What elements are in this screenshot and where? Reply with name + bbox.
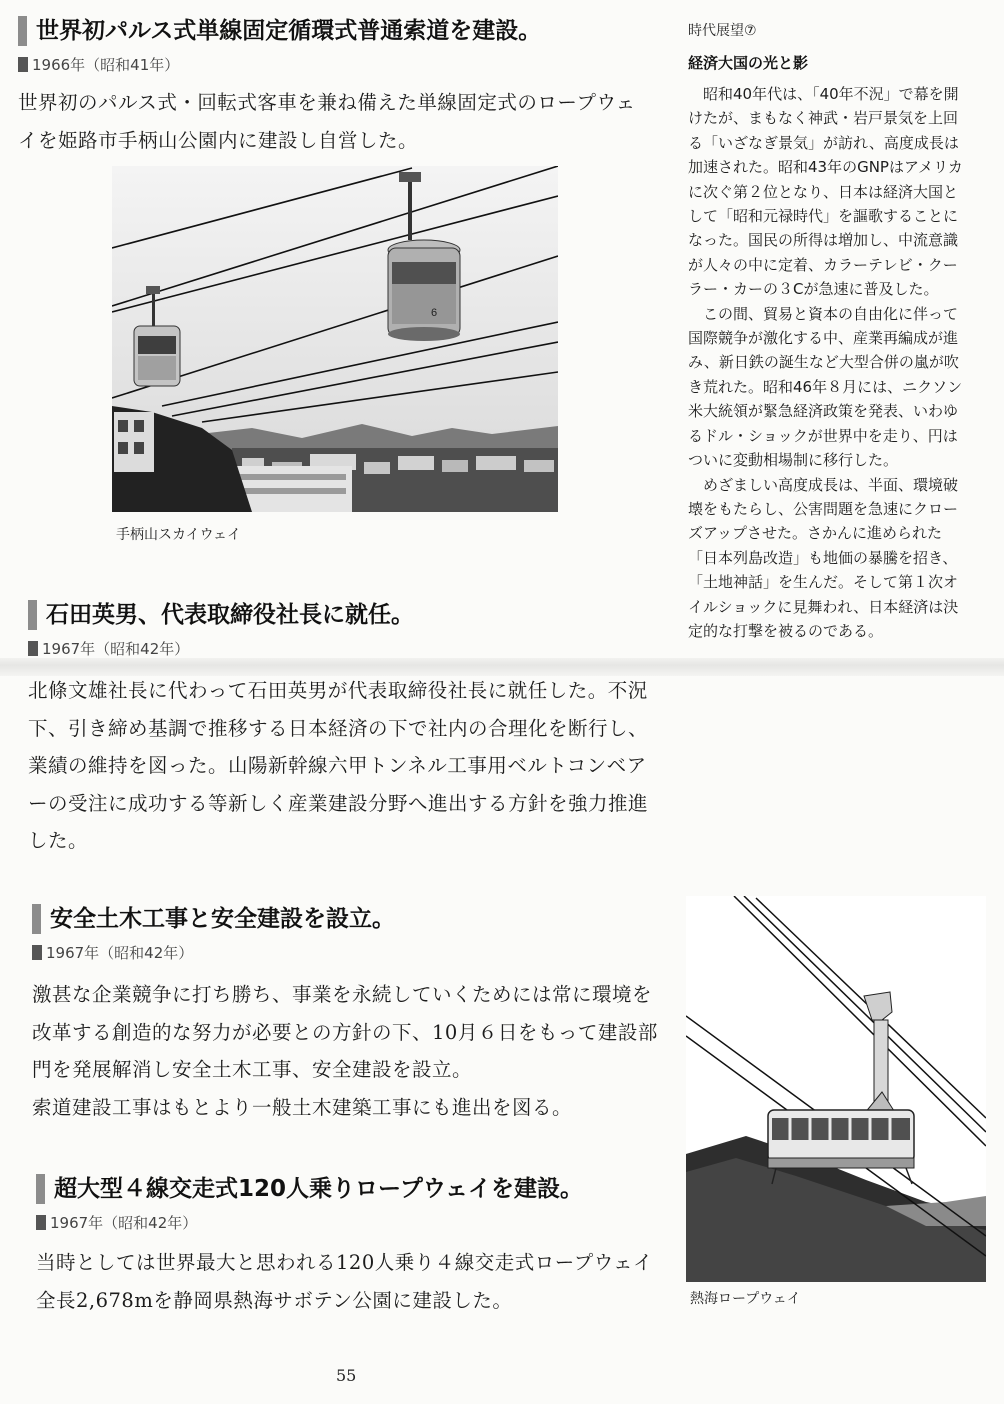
atami-photo-caption: 熱海ロープウェイ [690, 1291, 801, 1307]
section-body: 激甚な企業競争に打ち勝ち、事業を永続していくためには常に環境を改革する創造的な努力が必要との方針の下、10月６日をもって建設部門を発展解消し安全土木工事、安全建設を設立。 [32, 983, 658, 1081]
section-pulse-ropeway [18, 14, 648, 159]
section-title: 世界初パルス式単線固定循環式普通索道を建設。 [36, 18, 542, 44]
page-number: 55 [336, 1366, 357, 1385]
section-year [18, 54, 648, 74]
section-title: 安全土木工事と安全建設を設立。 [50, 906, 395, 932]
sidebar-body [688, 82, 964, 643]
section-year [28, 638, 654, 658]
year-text: 1966年（昭和41年） [32, 55, 180, 74]
year-marker [32, 945, 42, 960]
year-marker [18, 57, 28, 72]
heading-bar [18, 16, 27, 46]
sidebar-series-label: 時代展望⑦ [688, 23, 757, 39]
year-text: 1967年（昭和42年） [46, 943, 194, 962]
year-marker [28, 641, 38, 656]
car-number: 6 [431, 307, 438, 319]
sidebar-paragraph: この間、貿易と資本の自由化に伴って国際競争が激化する中、産業再編成が進み、新日鉄の誕生など大型合併の嵐が吹き荒れた。昭和46年８月には、ニクソン米大統領が緊急経済政策を発表、いわゆるドル・ショックが世界中を走り、円はついに変動相場制に移行した。 [688, 304, 963, 470]
sidebar-title: 経済大国の光と影 [688, 54, 809, 72]
section-atami-ropeway [36, 1172, 658, 1319]
section-body-extra: 索道建設工事はもとより一般土木建築工事にも進出を図る。 [32, 1095, 573, 1119]
atami-ropeway-photo [686, 896, 986, 1282]
section-anzen-companies [32, 902, 658, 1126]
heading-bar [32, 904, 41, 934]
section-heading [36, 1172, 658, 1206]
section-heading [18, 14, 648, 48]
section-heading [32, 902, 658, 936]
tegarayama-skyway-photo [112, 166, 558, 512]
section-body: 当時としては世界最大と思われる120人乗り４線交走式ロープウェイ全長2,678mを静岡県熱海サボテン公園に建設した。 [36, 1251, 653, 1312]
section-president-appointment [28, 598, 654, 860]
year-marker [36, 1215, 46, 1230]
section-year [32, 942, 658, 962]
heading-bar [28, 600, 37, 630]
tegarayama-photo-caption: 手柄山スカイウェイ [116, 527, 242, 543]
section-body: 世界初のパルス式・回転式客車を兼ね備えた単線固定式のロープウェイを姫路市手柄山公園内に建設し自営した。 [18, 91, 636, 152]
section-year [36, 1212, 658, 1232]
section-heading [28, 598, 654, 632]
section-title: 超大型４線交走式120人乗りロープウェイを建設。 [54, 1176, 583, 1202]
section-title: 石田英男、代表取締役社長に就任。 [46, 602, 414, 628]
year-text: 1967年（昭和42年） [42, 639, 190, 658]
section-body: 北條文雄社長に代わって石田英男が代表取締役社長に就任した。不況下、引き締め基調で推移する日本経済の下で社内の合理化を断行し、業績の維持を図った。山陽新幹線六甲トンネル工事用ベルトコンベアーの受注に成功する等新しく産業建設分野へ進出する方針を強力推進した。 [28, 679, 649, 852]
sidebar-paragraph: 昭和40年代は、「40年不況」で幕を開けたが、まもなく神武・岩戸景気を上回る「いざなぎ景気」が訪れ、高度成長は加速された。昭和43年のGNPはアメリカに次ぐ第２位となり、日本は経済大国として「昭和元禄時代」を謳歌することになった。国民の所得は増加し、中流意識が人々の中に定着、カラーテレビ・クーラー・カーの３Cが急速に普及した。 [688, 85, 963, 299]
year-text: 1967年（昭和42年） [50, 1213, 198, 1232]
heading-bar [36, 1174, 45, 1204]
sidebar-paragraph: めざましい高度成長は、半面、環境破壊をもたらし、公害問題を急速にクローズアップさせた。さかんに進められた「日本列島改造」も地価の暴騰を招き、「土地神話」を生んだ。そして第１次オイルショックに見舞われ、日本経済は決定的な打撃を被るのである。 [688, 475, 959, 640]
